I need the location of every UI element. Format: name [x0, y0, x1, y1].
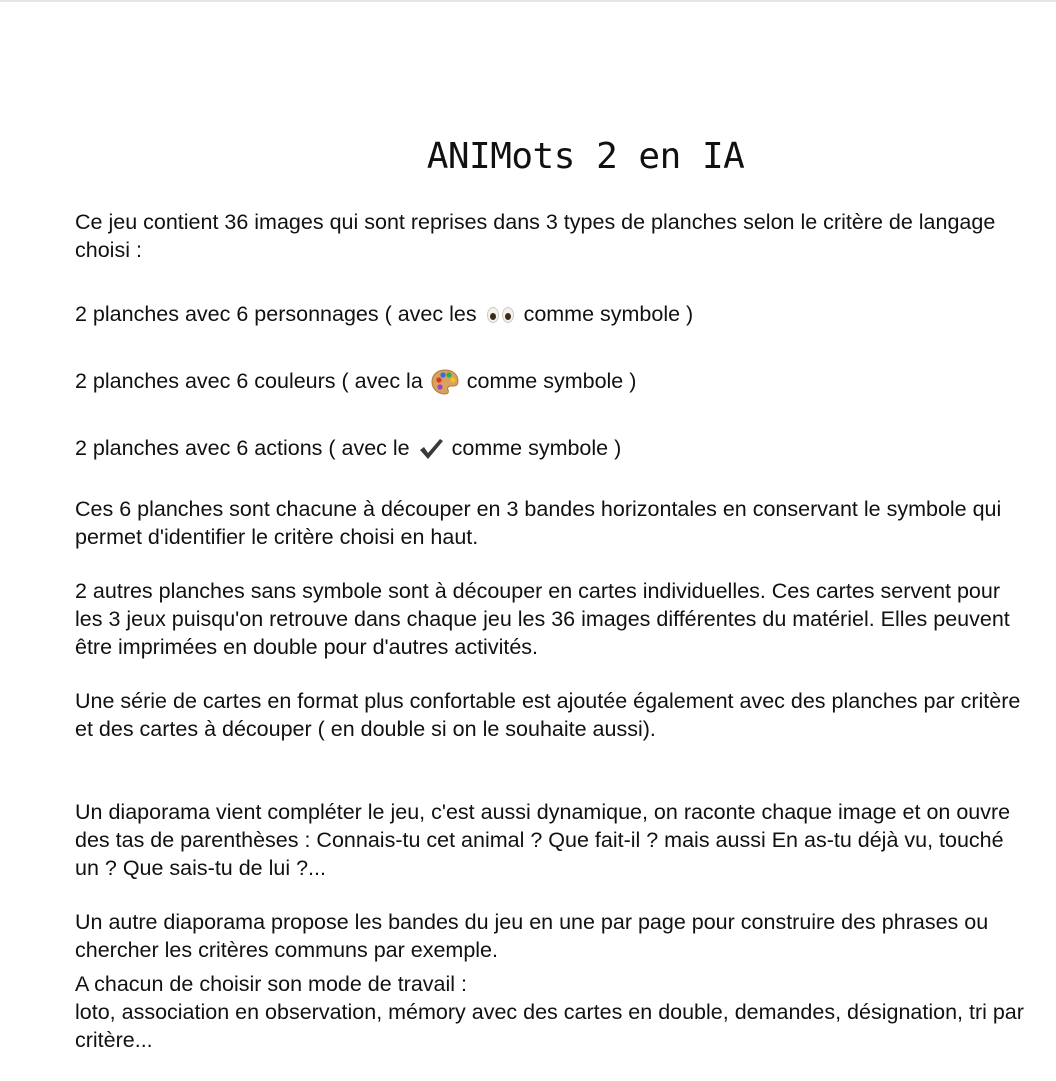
sheet-line-text: 2 planches avec 6 couleurs ( avec la: [75, 368, 423, 393]
sheet-line-text: 2 planches avec 6 actions ( avec le: [75, 435, 410, 460]
document-title: ANIMots 2 en IA: [426, 136, 745, 178]
sheet-line-colors: [75, 367, 1025, 395]
sheet-line-text: comme symbole ): [523, 301, 694, 326]
palette-icon: [431, 369, 459, 395]
paragraph-slideshow: Un diaporama vient compléter le jeu, c'est aussi dynamique, on raconte chaque image et on ouvre des tas de parenthèses : Connais-tu cet animal ? Que fait-il ? mais aussi En as-tu déjà vu, touché un ? Que sais-tu de lui ?...: [75, 799, 1011, 880]
sheet-line-text: comme symbole ): [466, 368, 637, 393]
intro-paragraph: Ce jeu contient 36 images qui sont reprises dans 3 types de planches selon le critère de langage choisi :: [75, 209, 996, 262]
paragraph-series: Une série de cartes en format plus confortable est ajoutée également avec des planches par critère et des cartes à découper ( en double si on le souhaite aussi).: [75, 688, 1021, 741]
closing-line: A chacun de choisir son mode de travail :: [75, 972, 467, 996]
sheet-line-characters: [75, 300, 1025, 328]
top-border: [0, 0, 1056, 2]
paragraph-cards: 2 autres planches sans symbole sont à découper en cartes individuelles. Ces cartes servent pour les 3 jeux puisqu'on retrouve dans chaque jeu les 36 images différentes du matériel. Elles peuvent être imprimées en double pour d'autres activités.: [75, 578, 1010, 659]
sheet-line-text: comme symbole ): [451, 435, 622, 460]
closing-activities: loto, association en observation, mémory avec des cartes en double, demandes, désignation, tri par critère...: [75, 1000, 1024, 1052]
eyes-icon: [487, 307, 514, 323]
paragraph-second-slideshow: Un autre diaporama propose les bandes du jeu en une par page pour construire des phrases ou chercher les critères communs par exemple.: [75, 909, 989, 962]
paragraph-cutting: Ces 6 planches sont chacune à découper en 3 bandes horizontales en conservant le symbole qui permet d'identifier le critère choisi en haut.: [75, 496, 1002, 549]
sheet-line-text: 2 planches avec 6 personnages ( avec les: [75, 301, 477, 326]
sheet-line-actions: [75, 434, 1025, 462]
closing-paragraph: [75, 970, 1025, 1054]
checkmark-icon: [418, 437, 444, 461]
